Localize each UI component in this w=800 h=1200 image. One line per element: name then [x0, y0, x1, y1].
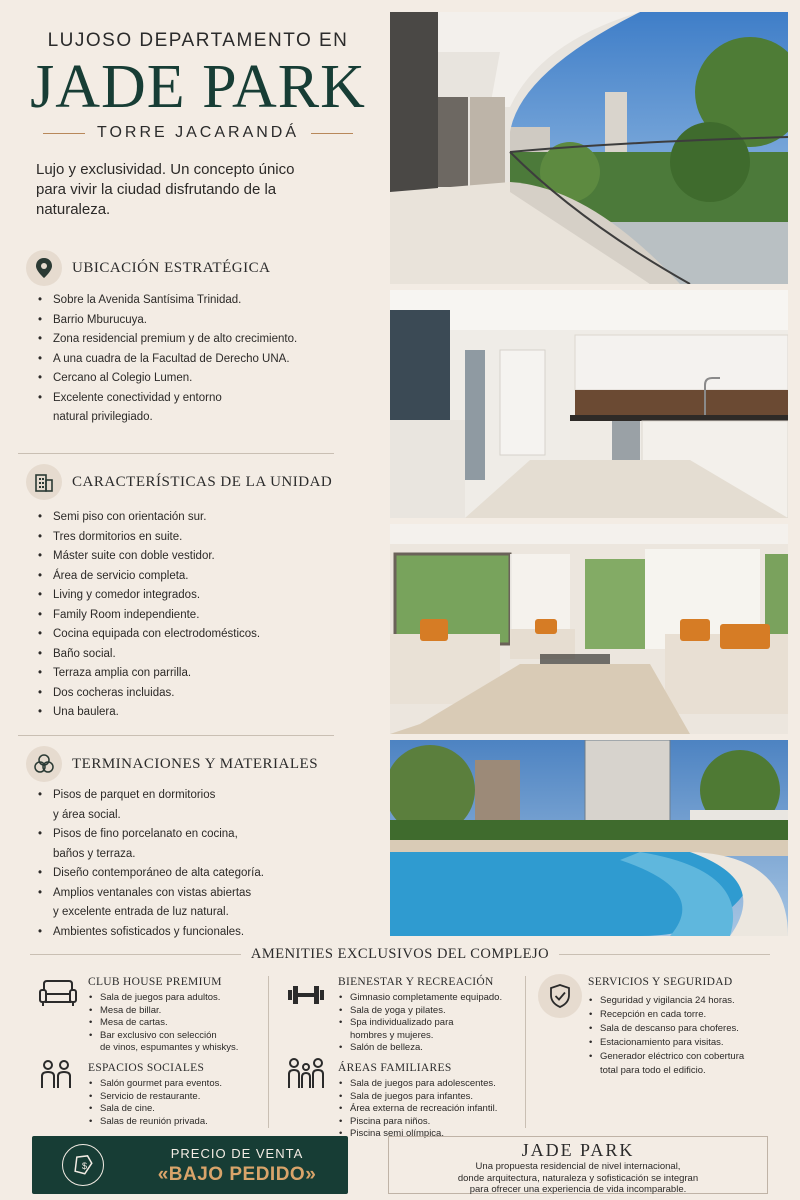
brand-box — [388, 1136, 768, 1194]
list-item: • Estacionamiento para visitas. — [588, 1036, 744, 1050]
section-divider — [18, 735, 334, 736]
living-room-photo — [390, 524, 788, 734]
list-item: • Sala de juegos para adolescentes. — [338, 1078, 497, 1091]
family-icon — [286, 1056, 326, 1092]
subtitle-line-left — [43, 133, 85, 134]
price-label: PRECIO DE VENTA — [170, 1146, 304, 1161]
list-item: y área social. — [53, 808, 121, 821]
page-title: JADE PARK — [30, 53, 366, 121]
list-item: • Excelente conectividad y entorno — [38, 389, 297, 409]
list-item: baños y terraza. — [53, 847, 136, 860]
list-item: • Bar exclusivo con selección — [88, 1030, 238, 1043]
list-item: • Amplios ventanales con vistas abiertas — [38, 884, 264, 904]
list-item: • Sobre la Avenida Santísima Trinidad. — [38, 291, 297, 311]
club-house-block — [88, 976, 238, 1055]
sofa-icon — [38, 978, 78, 1014]
list-item: • Living y comedor integrados. — [38, 586, 260, 606]
kitchen-photo — [390, 290, 788, 518]
building-icon — [26, 464, 62, 500]
finishes-section-header — [26, 746, 318, 782]
amenity-title: BIENESTAR Y RECREACIÓN — [338, 976, 494, 988]
features-section-title: CARACTERÍSTICAS DE LA UNIDAD — [72, 473, 333, 490]
list-item: y excelente entrada de luz natural. — [53, 906, 229, 918]
price-tag-icon — [62, 1144, 104, 1186]
list-item: • Cocina equipada con electrodomésticos. — [38, 625, 260, 645]
list-item: • Diseño contemporáneo de alta categoría. — [38, 864, 264, 884]
amenity-title: CLUB HOUSE PREMIUM — [88, 976, 222, 988]
finishes-section-title: TERMINACIONES Y MATERIALES — [72, 755, 319, 772]
list-item: • Zona residencial premium y de alto crecimiento. — [38, 330, 297, 350]
list-item: • Sala de cine. — [88, 1103, 222, 1116]
intro-text: Lujo y exclusividad. Un concepto único para vivir la ciudad disfrutando de la naturaleza. — [36, 161, 295, 218]
amenity-list — [88, 1078, 222, 1128]
svg-text:$: $ — [82, 1161, 88, 1171]
list-item: • A una cuadra de la Facultad de Derecho UNA. — [38, 350, 297, 370]
list-item: • Semi piso con orientación sur. — [38, 508, 260, 528]
price-box[interactable] — [32, 1136, 348, 1194]
wellness-block — [338, 976, 502, 1055]
location-list — [38, 291, 297, 428]
list-item: • Barrio Mburucuya. — [38, 311, 297, 331]
amenities-title-row — [30, 946, 770, 963]
amenity-list — [338, 1078, 497, 1141]
social-spaces-block — [88, 1062, 222, 1128]
amenities-line-right — [559, 954, 770, 955]
amenity-title: ESPACIOS SOCIALES — [88, 1062, 205, 1074]
amenities-line-left — [30, 954, 241, 955]
column-divider — [525, 976, 526, 1128]
amenity-list — [88, 992, 238, 1055]
list-item: • Mesa de billar. — [88, 1005, 238, 1018]
amenity-title: ÁREAS FAMILIARES — [338, 1062, 452, 1074]
list-item: • Cercano al Colegio Lumen. — [38, 369, 297, 389]
list-item: • Spa individualizado para — [338, 1017, 502, 1030]
list-item: • Servicio de restaurante. — [88, 1091, 222, 1104]
header-block — [28, 20, 368, 220]
list-item: • Family Room independiente. — [38, 606, 260, 626]
list-item: de vinos, espumantes y whiskys. — [100, 1042, 239, 1053]
list-item: • Pisos de fino porcelanato en cocina, — [38, 825, 264, 845]
list-item: • Área de servicio completa. — [38, 567, 260, 587]
brand-text-line: para ofrecer una experiencia de vida incomparable. — [469, 1184, 687, 1195]
column-divider — [268, 976, 269, 1128]
brand-title: JADE PARK — [521, 1140, 635, 1160]
list-item: • Baño social. — [38, 645, 260, 665]
list-item: • Máster suite con doble vestidor. — [38, 547, 260, 567]
list-item: • Sala de descanso para choferes. — [588, 1022, 744, 1036]
list-item: • Área externa de recreación infantil. — [338, 1103, 497, 1116]
brand-text-line: Una propuesta residencial de nivel internacional, — [475, 1161, 681, 1172]
subtitle-row — [28, 124, 368, 142]
list-item: • Recepción en cada torre. — [588, 1008, 744, 1022]
finishes-list — [38, 786, 264, 942]
list-item: • Seguridad y vigilancia 24 horas. — [588, 994, 744, 1008]
subtitle: TORRE JACARANDÁ — [96, 124, 300, 141]
list-item: • Mesa de cartas. — [88, 1017, 238, 1030]
subtitle-line-right — [311, 133, 353, 134]
list-item: • Tres dormitorios en suite. — [38, 528, 260, 548]
list-item: • Sala de juegos para infantes. — [338, 1091, 497, 1104]
shield-check-icon — [538, 974, 582, 1018]
list-item: • Piscina semi olímpica. — [338, 1128, 497, 1141]
location-section-title: UBICACIÓN ESTRATÉGICA — [72, 259, 271, 276]
list-item: • Pisos de parquet en dormitorios — [38, 786, 264, 806]
materials-icon — [26, 746, 62, 782]
dumbbell-icon — [286, 982, 326, 1018]
brand-text-line: donde arquitectura, naturaleza y sofisticación se integran — [457, 1172, 699, 1184]
features-list — [38, 508, 260, 723]
list-item: • Ambientes sofisticados y funcionales. — [38, 923, 264, 943]
terrace-photo — [390, 12, 788, 284]
amenity-list — [338, 992, 502, 1055]
list-item: • Generador eléctrico con cobertura — [588, 1050, 744, 1064]
list-item: • Salas de reunión privada. — [88, 1116, 222, 1129]
price-value: «BAJO PEDIDO» — [157, 1164, 317, 1185]
list-item: hombres y mujeres. — [350, 1029, 434, 1041]
list-item: • Salón de belleza. — [338, 1042, 502, 1055]
location-pin-icon — [26, 250, 62, 286]
list-item: • Una baulera. — [38, 703, 260, 723]
list-item: total para todo el edificio. — [600, 1065, 706, 1076]
list-item: • Sala de juegos para adultos. — [88, 992, 238, 1005]
services-block — [588, 976, 744, 1078]
list-item: • Salón gourmet para eventos. — [88, 1078, 222, 1091]
amenity-title: SERVICIOS Y SEGURIDAD — [588, 976, 733, 988]
family-areas-block — [338, 1062, 497, 1141]
people-icon — [38, 1058, 78, 1094]
amenities-title: AMENITIES EXCLUSIVOS DEL COMPLEJO — [250, 946, 550, 962]
amenity-list — [588, 994, 744, 1078]
location-section-header — [26, 250, 270, 286]
pre-title: LUJOSO DEPARTAMENTO EN — [47, 30, 349, 51]
pool-photo — [390, 740, 788, 936]
list-item: • Dos cocheras incluidas. — [38, 684, 260, 704]
list-item: • Sala de yoga y pilates. — [338, 1005, 502, 1018]
list-item: • Gimnasio completamente equipado. — [338, 992, 502, 1005]
features-section-header — [26, 464, 332, 500]
section-divider — [18, 453, 334, 454]
list-item: • Piscina para niños. — [338, 1116, 497, 1129]
list-item: • Terraza amplia con parrilla. — [38, 664, 260, 684]
list-item: natural privilegiado. — [53, 411, 153, 423]
